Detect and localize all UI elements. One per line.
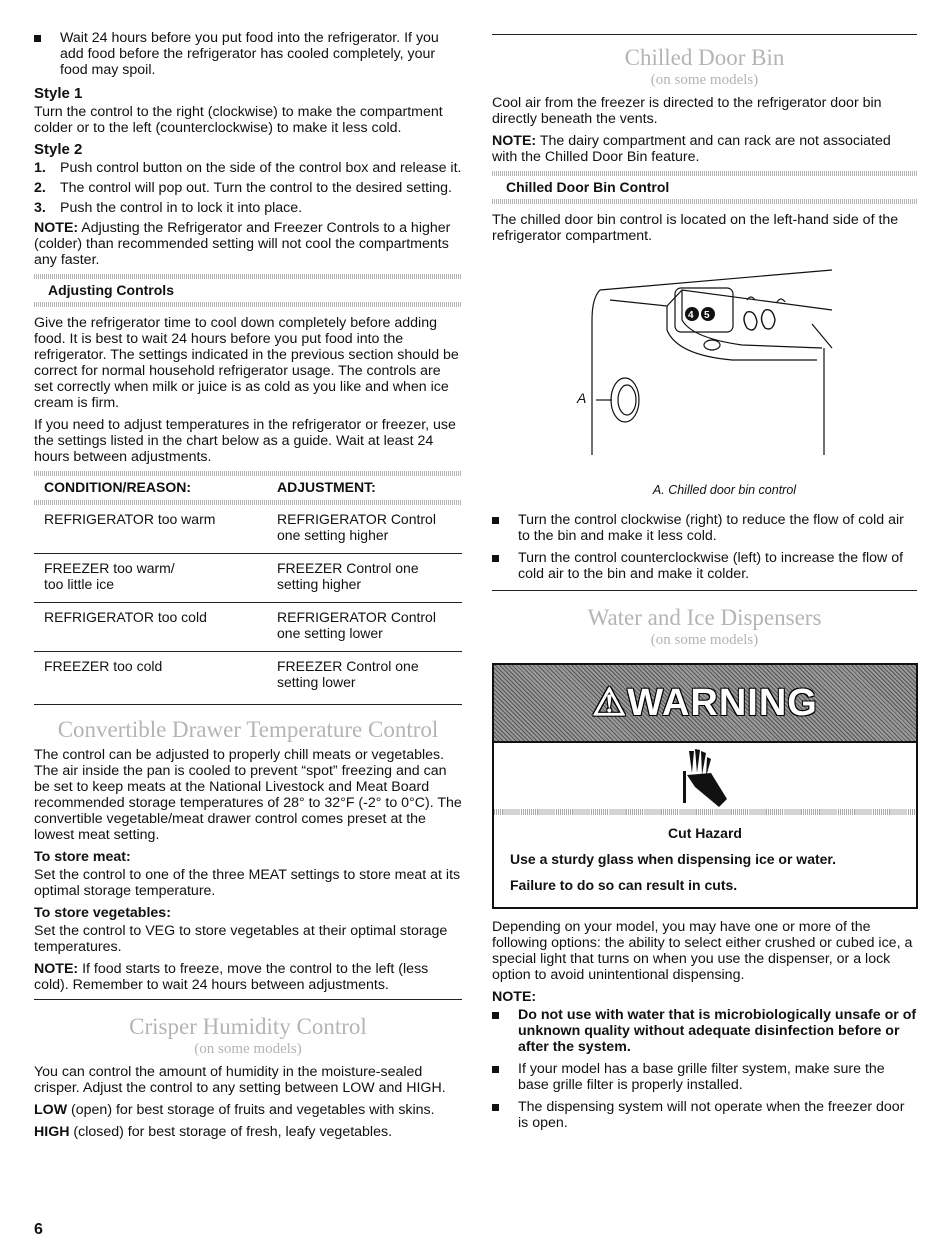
high-paragraph: HIGH (closed) for best storage of fresh, leafy vegetables. bbox=[34, 1124, 393, 1140]
table-row bbox=[34, 554, 462, 603]
section-divider bbox=[492, 590, 917, 591]
water-paragraph: Depending on your model, you may have one or more of the following options: the ability to select either crushed or cubed ice, a special light that turns on when you use the dispenser, or a lock option to avoid unintentional dispensing. bbox=[492, 919, 913, 983]
condition-header: CONDITION/REASON: bbox=[44, 479, 191, 495]
adjustment-table-header bbox=[34, 471, 462, 505]
chilled-note: NOTE: The dairy compartment and can rack are not associated with the Chilled Door Bin feature. bbox=[492, 133, 891, 165]
warning-triangle-icon: ⚠ bbox=[592, 682, 628, 724]
figure-label-a: A bbox=[577, 390, 587, 406]
style2-step: 1. Push control button on the side of the control box and release it. bbox=[34, 160, 462, 176]
condition-cell: FREEZER too warm/ too little ice bbox=[34, 554, 267, 603]
right-column bbox=[492, 30, 917, 1137]
note-bullet: Do not use with water that is microbiologically unsafe or of unknown quality without adequate disinfection before or after the system. bbox=[492, 1007, 917, 1055]
adjustment-header: ADJUSTMENT: bbox=[277, 479, 376, 495]
cut-hand-icon bbox=[675, 747, 735, 811]
svg-text:4: 4 bbox=[688, 310, 694, 321]
bullet-square-icon bbox=[492, 555, 499, 562]
adjustment-cell: REFRIGERATOR Control one setting lower bbox=[267, 603, 462, 652]
svg-text:5: 5 bbox=[704, 310, 710, 321]
style2-step: 3. Push the control in to lock it into place. bbox=[34, 200, 303, 216]
style2-step: 2. The control will pop out. Turn the control to the desired setting. bbox=[34, 180, 452, 196]
section-divider bbox=[34, 999, 462, 1000]
store-meat-text: Set the control to one of the three MEAT settings to store meat at its optimal storage temperature. bbox=[34, 867, 461, 899]
figure-caption: A. Chilled door bin control bbox=[652, 483, 797, 497]
condition-cell: REFRIGERATOR too warm bbox=[34, 505, 267, 554]
adjustment-table bbox=[34, 505, 462, 705]
style1-heading: Style 1 bbox=[34, 85, 83, 102]
water-ice-title: Water and Ice Dispensers bbox=[587, 605, 822, 630]
bullet-square-icon bbox=[492, 1104, 499, 1111]
adjusting-paragraph-2: If you need to adjust temperatures in the refrigerator or freezer, use the settings listed in the chart below as a guide. Wait at least 24 hours between adjustments. bbox=[34, 417, 456, 465]
chilled-bullet: Turn the control clockwise (right) to reduce the flow of cold air to the bin and make it less cold. bbox=[492, 512, 917, 544]
low-paragraph: LOW (open) for best storage of fruits and vegetables with skins. bbox=[34, 1102, 435, 1118]
water-ice-subtitle: (on some models) bbox=[650, 632, 759, 648]
chilled-door-bin-title: Chilled Door Bin bbox=[624, 45, 785, 70]
bullet-square-icon bbox=[492, 1066, 499, 1073]
adjusting-paragraph-1: Give the refrigerator time to cool down completely before adding food. It is best to wait 24 hours before you put food into the refrigerator. The settings indicated in the previous section should be correct for normal household refrigerator usage. The controls are set correctly when milk or juice is as cold as you like and when ice cream is firm. bbox=[34, 315, 459, 411]
table-row bbox=[34, 652, 462, 705]
warning-heading: WARNING bbox=[627, 682, 818, 724]
style1-text: Turn the control to the right (clockwise) to make the compartment colder or to the left (counterclockwise) to make it less cold. bbox=[34, 104, 443, 136]
adjusting-controls-bar: Adjusting Controls bbox=[34, 274, 462, 305]
chilled-paragraph-2: The chilled door bin control is located on the left-hand side of the refrigerator compartment. bbox=[492, 212, 899, 244]
bullet-square-icon bbox=[492, 517, 499, 524]
adjustment-cell: REFRIGERATOR Control one setting higher bbox=[267, 505, 462, 554]
page-number: 6 bbox=[34, 1221, 43, 1238]
bullet-square-icon bbox=[492, 1012, 499, 1019]
store-meat-heading: To store meat: bbox=[34, 849, 131, 865]
crisper-subtitle: (on some models) bbox=[194, 1041, 302, 1057]
store-veg-heading: To store vegetables: bbox=[34, 905, 171, 921]
table-row bbox=[34, 603, 462, 652]
cut-hazard-area bbox=[494, 743, 916, 815]
store-veg-text: Set the control to VEG to store vegetables at their optimal storage temperatures. bbox=[34, 923, 448, 955]
adjustment-cell: FREEZER Control one setting higher bbox=[267, 554, 462, 603]
table-row bbox=[34, 505, 462, 554]
refrigerator-control-illustration bbox=[492, 250, 917, 480]
warning-header bbox=[494, 665, 916, 743]
section-divider bbox=[492, 34, 917, 35]
chilled-bullet: Turn the control counterclockwise (left) to increase the flow of cold air to the bin and make it colder. bbox=[492, 550, 917, 582]
note-heading: NOTE: bbox=[492, 989, 537, 1005]
note-paragraph: NOTE: Adjusting the Refrigerator and Freezer Controls to a higher (colder) than recommended setting will not cool the compartments any faster. bbox=[34, 220, 451, 268]
note-bullet: If your model has a base grille filter system, make sure the base grille filter is properly installed. bbox=[492, 1061, 917, 1093]
chilled-paragraph-1: Cool air from the freezer is directed to the refrigerator door bin directly beneath the vents. bbox=[492, 95, 882, 127]
note-bullet: The dispensing system will not operate when the freezer door is open. bbox=[492, 1099, 917, 1131]
crisper-paragraph: You can control the amount of humidity in the moisture-sealed crisper. Adjust the control to any setting between LOW and HIGH. bbox=[34, 1064, 446, 1096]
condition-cell: FREEZER too cold bbox=[34, 652, 267, 705]
convertible-paragraph: The control can be adjusted to properly chill meats or vegetables. The air inside the pan is cooled to prevent “spot” freezing and can be set to keep meats at the National Livestock and Meat Board recommended storage temperatures of 28° to 32°F (-2° to 0°C). The convertible vegetable/meat drawer control comes preset at the lowest meat setting. bbox=[34, 747, 462, 843]
condition-cell: REFRIGERATOR too cold bbox=[34, 603, 267, 652]
adjustment-cell: FREEZER Control one setting lower bbox=[267, 652, 462, 705]
left-column bbox=[34, 30, 462, 1146]
warning-box bbox=[492, 663, 918, 909]
chilled-door-bin-control-bar: Chilled Door Bin Control bbox=[492, 171, 917, 202]
intro-bullet: Wait 24 hours before you put food into the refrigerator. If you add food before the refrigerator has cooled completely, your food may spoil. bbox=[34, 30, 462, 78]
convertible-drawer-title: Convertible Drawer Temperature Control bbox=[57, 717, 439, 742]
chilled-door-bin-subtitle: (on some models) bbox=[650, 72, 759, 88]
warning-line-1: Use a sturdy glass when dispensing ice or water. bbox=[510, 851, 836, 867]
bullet-square-icon bbox=[34, 35, 41, 42]
crisper-title: Crisper Humidity Control bbox=[129, 1014, 367, 1039]
warning-line-2: Failure to do so can result in cuts. bbox=[510, 877, 738, 893]
chilled-door-bin-figure bbox=[492, 250, 917, 480]
note2-paragraph: NOTE: If food starts to freeze, move the control to the left (less cold). Remember to wait 24 hours between adjustments. bbox=[34, 961, 429, 993]
cut-hazard-label: Cut Hazard bbox=[668, 825, 742, 841]
warning-text bbox=[494, 815, 916, 907]
style2-heading: Style 2 bbox=[34, 141, 83, 158]
